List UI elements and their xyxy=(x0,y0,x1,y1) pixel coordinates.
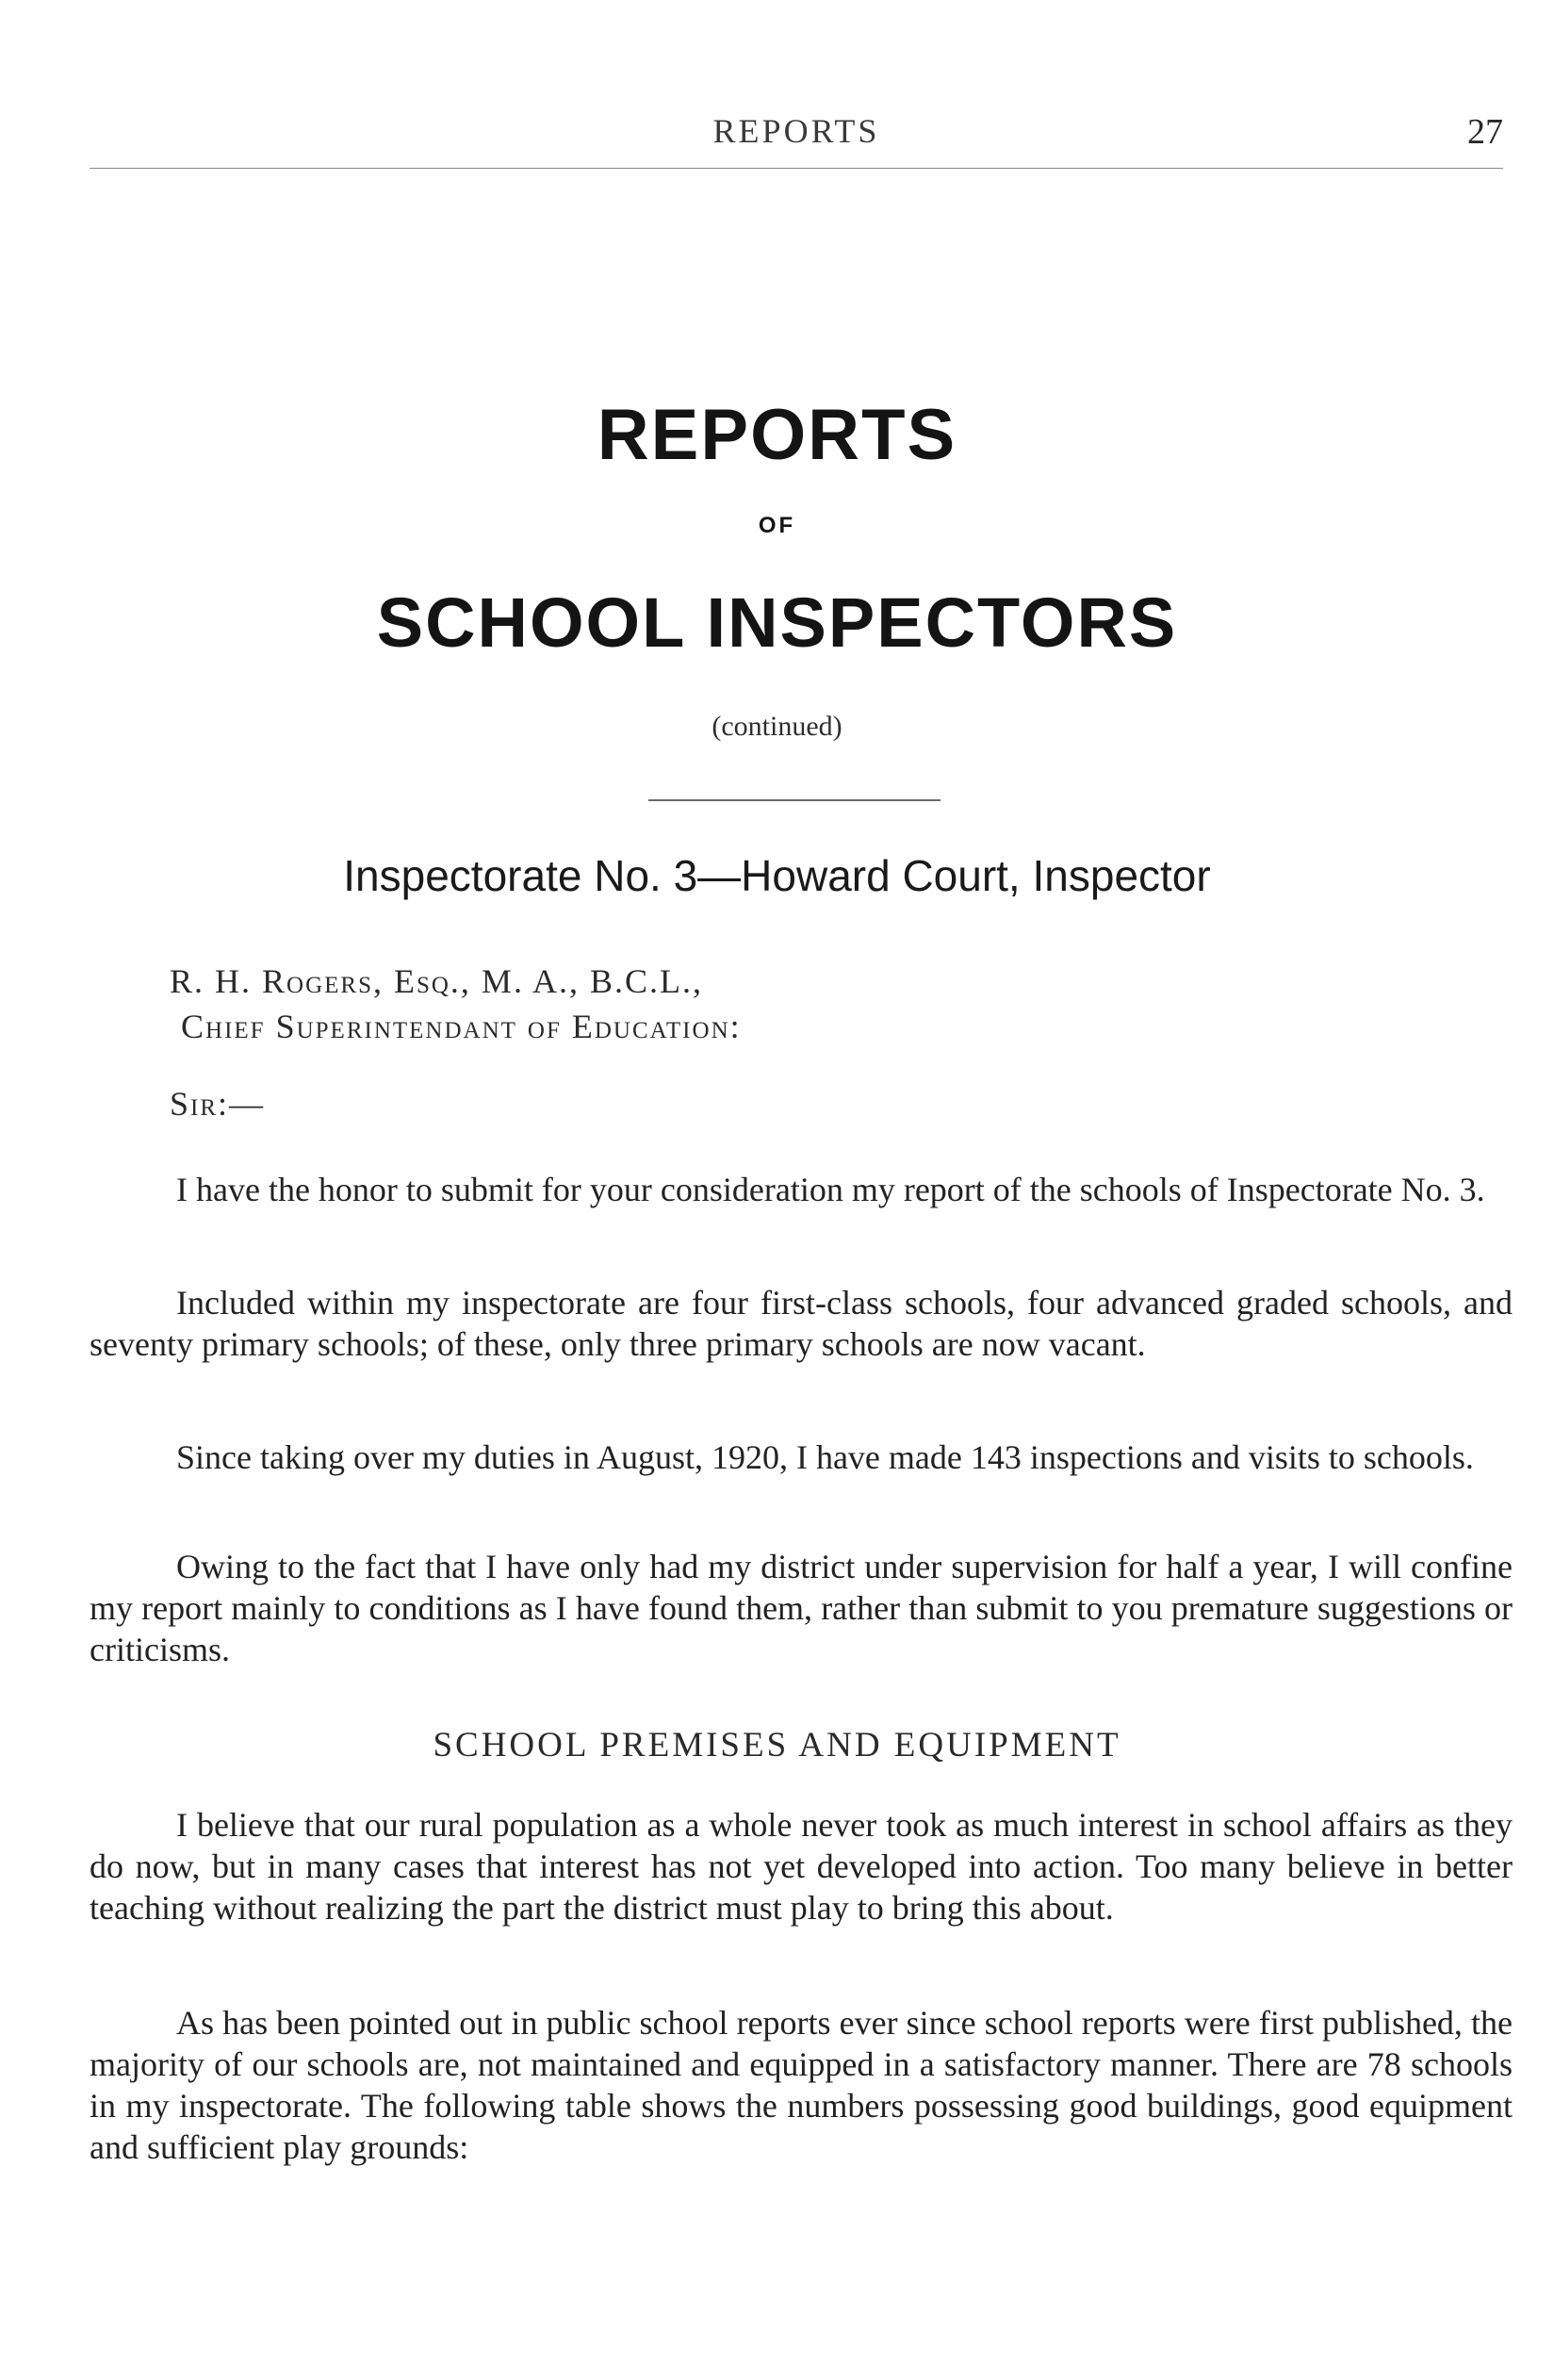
report-subtitle: SCHOOL INSPECTORS xyxy=(376,583,1178,662)
paragraph: Owing to the fact that I have only had my district under supervision for half a year, I will confine my report mainly to conditions as I have found them, rather than submit to you premature suggestions or criticisms. xyxy=(90,1548,1513,1668)
page-number: 27 xyxy=(1467,112,1503,152)
running-header xyxy=(90,111,1503,169)
salutation: Sir:— xyxy=(170,1085,266,1123)
addressee-title: Chief Superintendant of Education: xyxy=(181,1008,742,1045)
paragraph: I have the honor to submit for your consideration my report of the schools of Inspectorate No. 3. xyxy=(176,1171,1485,1208)
inspectorate-heading: Inspectorate No. 3—Howard Court, Inspector xyxy=(343,851,1211,900)
report-title: REPORTS xyxy=(597,395,957,475)
addressee-name: R. H. Rogers, Esq., M. A., B.C.L., xyxy=(170,962,703,1000)
paragraph: I believe that our rural population as a whole never took as much interest in school affairs as they do now, but in many cases that interest has not yet developed into action. Too many believe in better teaching without realizing the part the district must play to bring this about. xyxy=(90,1806,1513,1927)
paragraph: Since taking over my duties in August, 1920, I have made 143 inspections and visits to schools. xyxy=(176,1438,1474,1476)
report-title-of: OF xyxy=(758,513,796,538)
running-title: REPORTS xyxy=(712,112,880,150)
paragraph: As has been pointed out in public school reports ever since school reports were first published, the majority of our schools are, not maintained and equipped in a satisfactory manner. There are 78 schools in my inspectorate. The following table shows the numbers possessing good buildings, good equipment and sufficient play grounds: xyxy=(90,2004,1513,2166)
continued-note: (continued) xyxy=(712,711,842,742)
section-heading: SCHOOL PREMISES AND EQUIPMENT xyxy=(433,1726,1121,1764)
section-divider xyxy=(648,799,941,801)
paragraph: Included within my inspectorate are four first-class schools, four advanced graded schools, and seventy primary schools; of these, only three primary schools are now vacant. xyxy=(90,1284,1513,1363)
